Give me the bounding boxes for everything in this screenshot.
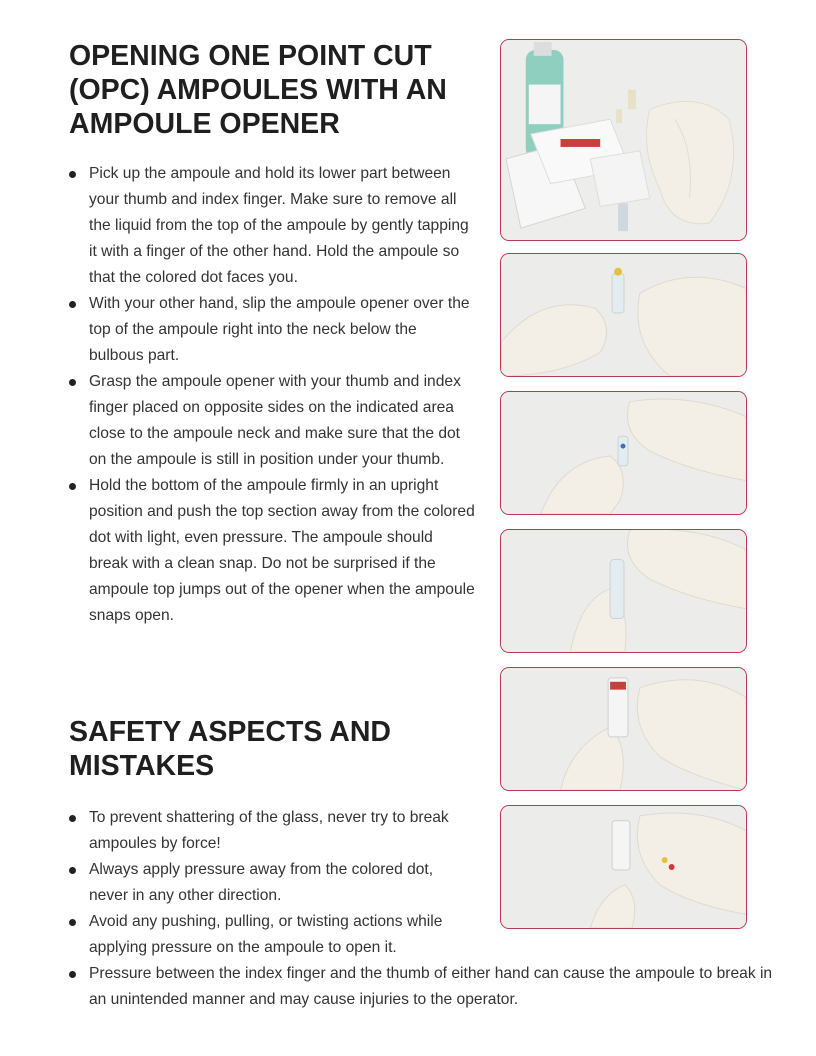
list-item [67, 291, 475, 369]
safety-list [67, 805, 773, 1013]
list-item [67, 161, 475, 291]
list-item [67, 805, 475, 857]
step-3-photo [500, 391, 747, 515]
list-item-text: Pressure between the index finger and the thumb of either hand can cause the ampoule to break in an unintended manner and may cause injuries to the operator. [89, 965, 773, 1008]
supplies-photo [500, 39, 747, 241]
bullet-icon [69, 379, 76, 386]
step-6-photo [500, 805, 747, 929]
step-4-photo [500, 529, 747, 653]
list-item [67, 909, 475, 961]
list-item-text: Grasp the ampoule opener with your thumb and index finger placed on opposite sides on the indicated area close to the ampoule neck and make sure that the dot on the ampoule is still in position under your thumb. [89, 373, 461, 468]
list-item [67, 369, 475, 473]
list-item-text: Pick up the ampoule and hold its lower part between your thumb and index finger. Make sure to remove all the liquid from the top of the ampoule by gently tapping it with a finger of the other hand. Hold the ampoule so that the colored dot faces you. [89, 165, 469, 286]
step-5-photo [500, 667, 747, 791]
section-title-opening: OPENING ONE POINT CUT (OPC) AMPOULES WITH AN AMPOULE OPENER [69, 40, 447, 140]
bullet-icon [69, 483, 76, 490]
bullet-icon [69, 919, 76, 926]
bullet-icon [69, 971, 76, 978]
list-item [67, 961, 779, 1013]
list-item [67, 857, 475, 909]
list-item-text: Always apply pressure away from the colored dot, never in any other direction. [89, 861, 434, 904]
list-item [67, 473, 475, 629]
list-item-text: Hold the bottom of the ampoule firmly in an upright position and push the top section away from the colored dot with light, even pressure. The ampoule should break with a clean snap. Do not be surprised if the ampoule top jumps out of the opener when the ampoule snaps open. [89, 477, 475, 624]
bullet-icon [69, 815, 76, 822]
bullet-icon [69, 171, 76, 178]
instruction-list [67, 161, 475, 629]
list-item-text: Avoid any pushing, pulling, or twisting actions while applying pressure on the ampoule to open it. [89, 913, 443, 956]
list-item-text: With your other hand, slip the ampoule opener over the top of the ampoule right into the neck below the bulbous part. [89, 295, 470, 364]
bullet-icon [69, 867, 76, 874]
list-item-text: To prevent shattering of the glass, never try to break ampoules by force! [89, 809, 449, 852]
section-title-safety: SAFETY ASPECTS AND MISTAKES [69, 716, 391, 782]
bullet-icon [69, 301, 76, 308]
step-2-photo [500, 253, 747, 377]
